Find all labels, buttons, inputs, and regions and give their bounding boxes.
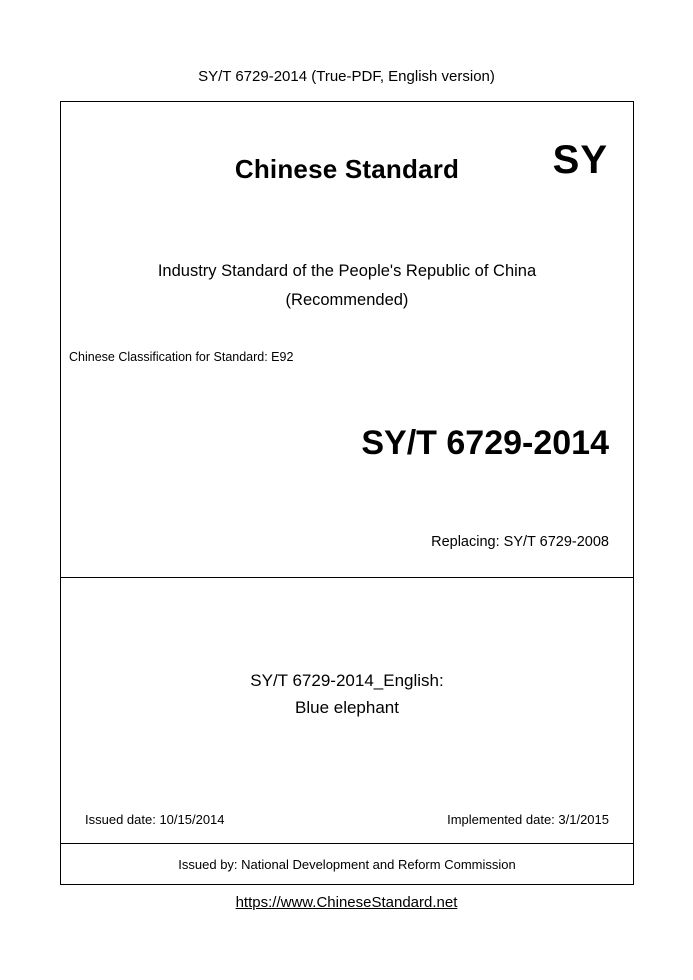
dates-row [61, 812, 633, 827]
cover-upper-section [61, 102, 633, 578]
cover-bottom-section [61, 844, 633, 884]
replacing-standard: Replacing: SY/T 6729-2008 [431, 534, 609, 550]
industry-standard-line-2: (Recommended) [285, 291, 409, 309]
classification-code: Chinese Classification for Standard: E92 [69, 350, 294, 364]
document-title-line-1: SY/T 6729-2014_English: [250, 671, 444, 690]
document-title-line-2: Blue elephant [295, 698, 399, 717]
cover-middle-section [61, 578, 633, 844]
standard-cover-box [60, 101, 634, 885]
issued-date: Issued date: 10/15/2014 [85, 812, 225, 827]
issuing-authority: Issued by: National Development and Reform Commission [178, 856, 516, 872]
chinese-standard-title: Chinese Standard [234, 154, 460, 184]
sy-logo: SY [552, 138, 608, 182]
standard-number: SY/T 6729-2014 [361, 424, 609, 462]
document-title-block [61, 667, 633, 721]
implemented-date: Implemented date: 3/1/2015 [447, 812, 609, 827]
industry-standard-line-1: Industry Standard of the People's Republic of China [157, 262, 537, 280]
page-header-caption: SY/T 6729-2014 (True-PDF, English version) [198, 68, 495, 85]
industry-standard-lines [61, 257, 633, 315]
footer-website-url[interactable]: https://www.ChineseStandard.net [235, 894, 458, 911]
